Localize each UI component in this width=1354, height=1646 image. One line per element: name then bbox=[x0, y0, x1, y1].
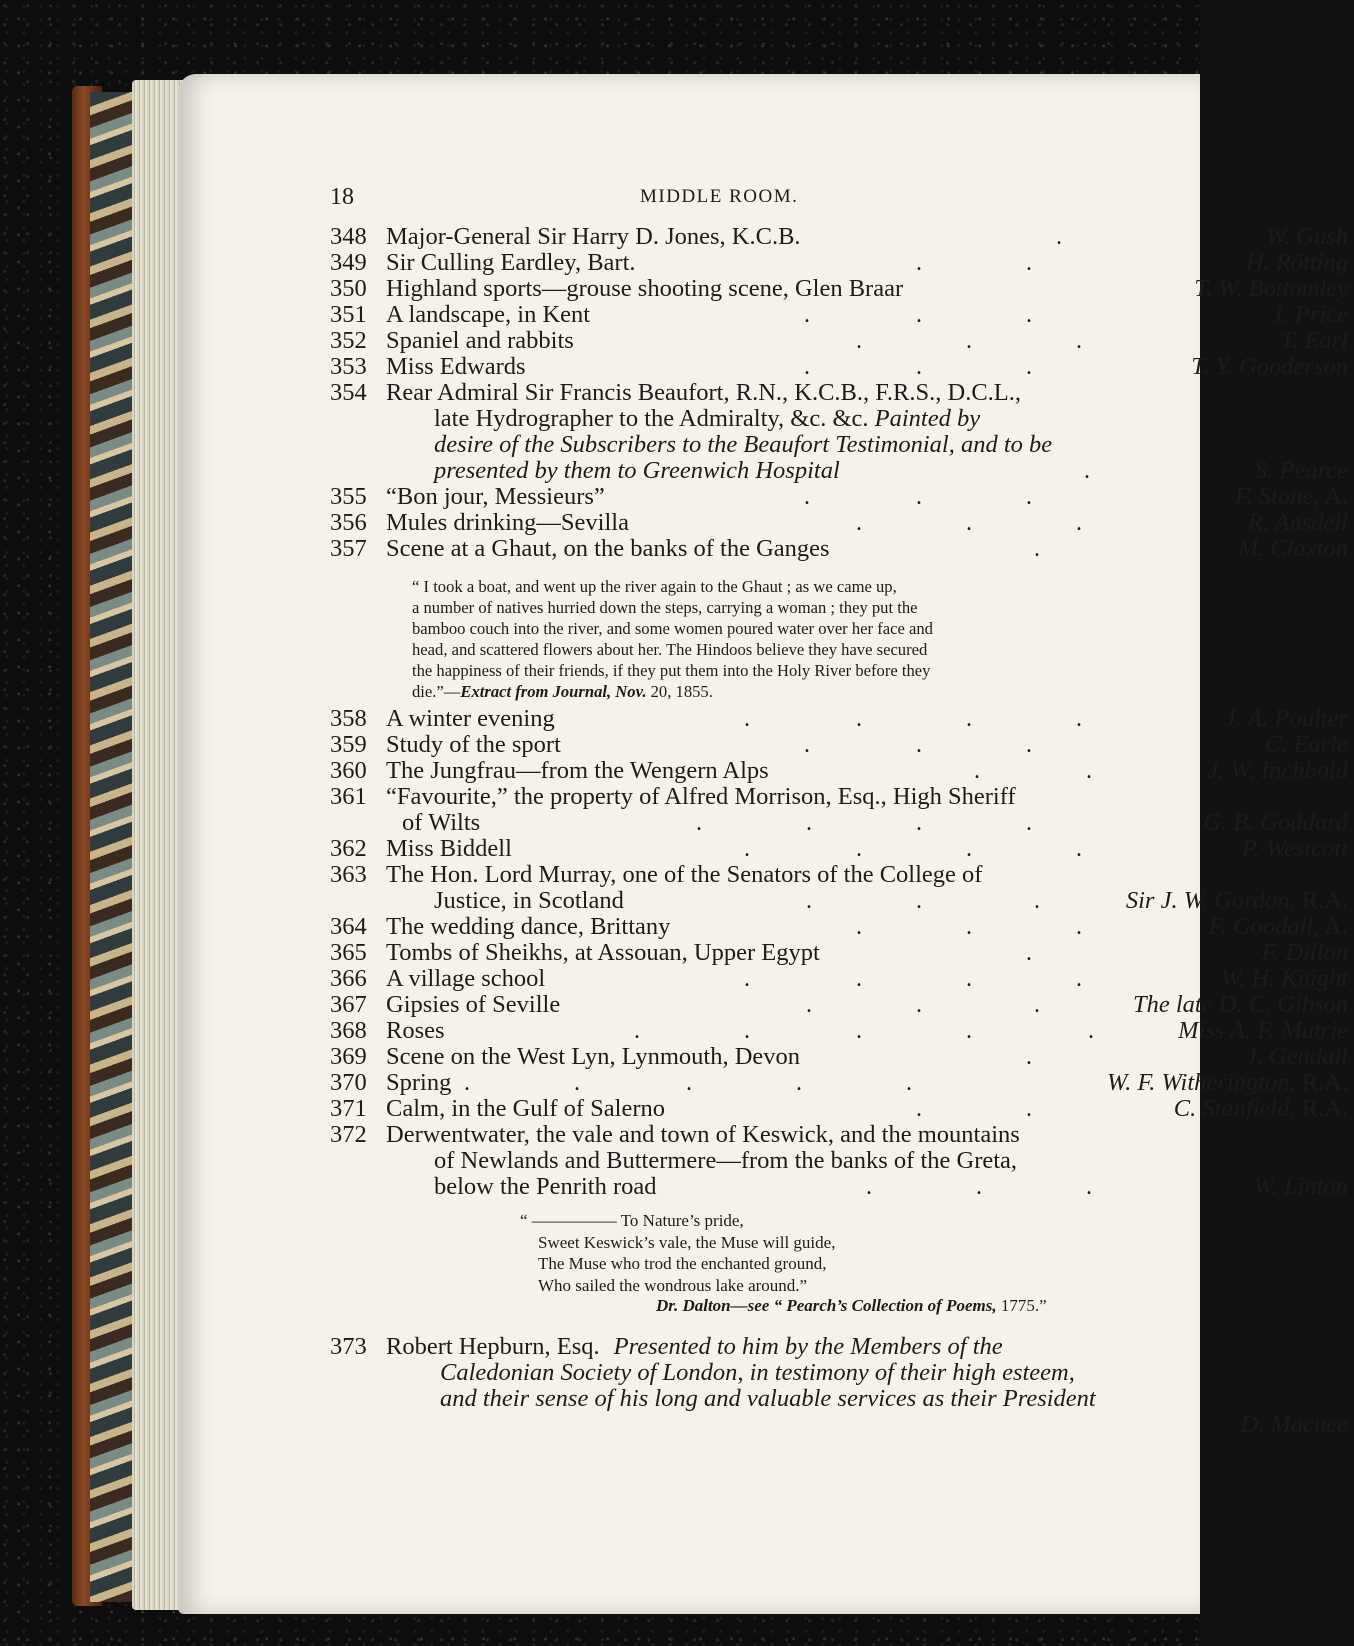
leader-dot: . bbox=[1076, 510, 1082, 536]
entry-number: 354 bbox=[330, 379, 367, 406]
leader-dot: . bbox=[856, 914, 862, 940]
page-number: 18 bbox=[330, 184, 354, 210]
entry-artist: F. Stone, A. bbox=[1234, 483, 1348, 510]
leader-dot: . bbox=[966, 706, 972, 732]
entry-artist: Sir J. W. Gordon, R.A. bbox=[1125, 887, 1348, 914]
entry-number: 355 bbox=[330, 483, 367, 510]
entry-title-line: late Hydrographer to the Admiralty, &c. &c. bbox=[434, 405, 869, 432]
entry-artist: W. F. Witherington, R.A. bbox=[1107, 1069, 1348, 1096]
entry-number: 372 bbox=[330, 1121, 367, 1148]
leader-dot: . bbox=[1076, 836, 1082, 862]
entry-title: Robert Hepburn, Esq. Presented to him by the Members of the bbox=[386, 1333, 1003, 1360]
entry-artist: C. Earle bbox=[1264, 731, 1348, 758]
leader-dot: . bbox=[966, 510, 972, 536]
leader-dot: . bbox=[1026, 1096, 1032, 1122]
entry-title: Derwentwater, the vale and town of Keswick, and the mountains bbox=[386, 1121, 1020, 1148]
leader-dot: . bbox=[1026, 354, 1032, 380]
leader-dot: . bbox=[856, 836, 862, 862]
entry-note-line: and their sense of his long and valuable services as their President bbox=[440, 1385, 1096, 1412]
leader-dot: . bbox=[1034, 536, 1040, 562]
entry-number: 368 bbox=[330, 1017, 367, 1044]
entry-number: 367 bbox=[330, 991, 367, 1018]
leader-dot: . bbox=[744, 706, 750, 732]
leader-dot: . bbox=[696, 810, 702, 836]
entry-number: 353 bbox=[330, 353, 367, 380]
leader-dot: . bbox=[1076, 328, 1082, 354]
entry-note-line: Caledonian Society of London, in testimony of their high esteem, bbox=[440, 1359, 1075, 1386]
leader-dot: . bbox=[916, 732, 922, 758]
entry-artist: W. Gush bbox=[1265, 223, 1348, 250]
leader-dot: . bbox=[634, 1018, 640, 1044]
entry-number: 363 bbox=[330, 861, 367, 888]
entry-number: 366 bbox=[330, 965, 367, 992]
entry-title: The Hon. Lord Murray, one of the Senators of the College of bbox=[386, 861, 983, 888]
leader-dot: . bbox=[1026, 1044, 1032, 1070]
entry-poem bbox=[520, 1210, 836, 1296]
leader-dot: . bbox=[966, 914, 972, 940]
leader-dot: . bbox=[796, 1070, 802, 1096]
leader-dot: . bbox=[966, 328, 972, 354]
leader-dot: . bbox=[1086, 1174, 1092, 1200]
entry-title: Highland sports—grouse shooting scene, Glen Braar bbox=[386, 275, 904, 302]
leader-dot: . bbox=[856, 966, 862, 992]
entry-title: A winter evening bbox=[386, 705, 555, 732]
leader-dot: . bbox=[1084, 458, 1090, 484]
entry-title: A village school bbox=[386, 965, 546, 992]
leader-dot: . bbox=[1088, 1018, 1094, 1044]
leader-dot: . bbox=[806, 888, 812, 914]
leader-dot: . bbox=[916, 302, 922, 328]
entry-title: The Jungfrau—from the Wengern Alps bbox=[386, 757, 769, 784]
entry-number: 364 bbox=[330, 913, 367, 940]
quote-line: head, and scattered flowers about her. The Hindoos believe they have secured bbox=[412, 640, 928, 659]
entry-note: Painted by bbox=[868, 405, 981, 432]
leader-dot: . bbox=[966, 836, 972, 862]
entry-artist: J. Gendall bbox=[1245, 1043, 1348, 1070]
entry-title: “Favourite,” the property of Alfred Morrison, Esq., High Sheriff bbox=[386, 783, 1016, 810]
leader-dot: . bbox=[1026, 940, 1032, 966]
leader-dot: . bbox=[866, 1174, 872, 1200]
page-edges bbox=[132, 80, 184, 1610]
entry-artist: R. Ansdell bbox=[1247, 509, 1348, 536]
entry-title: Tombs of Sheikhs, at Assouan, Upper Egypt bbox=[386, 939, 820, 966]
leader-dot: . bbox=[916, 250, 922, 276]
leader-dot: . bbox=[856, 328, 862, 354]
running-head bbox=[178, 184, 1200, 212]
leader-dot: . bbox=[744, 1018, 750, 1044]
leader-dot: . bbox=[916, 354, 922, 380]
leader-dot: . bbox=[804, 484, 810, 510]
leader-dot: . bbox=[856, 706, 862, 732]
entry-number: 373 bbox=[330, 1333, 367, 1360]
leader-dot: . bbox=[1086, 758, 1092, 784]
entry-number: 358 bbox=[330, 705, 367, 732]
leader-dot: . bbox=[916, 992, 922, 1018]
leader-dot: . bbox=[1076, 706, 1082, 732]
entry-artist: F. Goodall, A. bbox=[1208, 913, 1348, 940]
entry-artist: T. Earl bbox=[1280, 327, 1348, 354]
leader-dot: . bbox=[966, 1018, 972, 1044]
entry-artist: J. W. Inchbold bbox=[1207, 757, 1348, 784]
entry-artist: S. Pearce bbox=[1255, 457, 1348, 484]
quote-line: the happiness of their friends, if they put them into the Holy River before they bbox=[412, 661, 931, 680]
leader-dot: . bbox=[856, 1018, 862, 1044]
entry-artist: J. Price bbox=[1271, 301, 1348, 328]
entry-title: Major-General Sir Harry D. Jones, K.C.B. bbox=[386, 223, 801, 250]
catalogue-page bbox=[178, 74, 1348, 1614]
entry-artist: M. Claxton bbox=[1237, 535, 1348, 562]
leader-dot: . bbox=[806, 810, 812, 836]
entry-number: 359 bbox=[330, 731, 367, 758]
entry-artist: G. B. Goddard bbox=[1203, 809, 1348, 836]
leader-dot: . bbox=[1026, 810, 1032, 836]
entry-number: 350 bbox=[330, 275, 367, 302]
leader-dot: . bbox=[1026, 484, 1032, 510]
entry-title-line: of Wilts bbox=[402, 809, 481, 836]
marbled-edge bbox=[90, 92, 138, 1602]
entry-title: Rear Admiral Sir Francis Beaufort, R.N., K.C.B., F.R.S., D.C.L., bbox=[386, 379, 1022, 406]
quote-line: bamboo couch into the river, and some women poured water over her face and bbox=[412, 619, 933, 638]
poem-source: Dr. Dalton—see “ Pearch’s Collection of Poems, 1775.” bbox=[656, 1296, 1047, 1315]
entry-number: 360 bbox=[330, 757, 367, 784]
entry-number: 351 bbox=[330, 301, 367, 328]
entry-title: Study of the sport bbox=[386, 731, 561, 758]
entry-artist: D. Macnee bbox=[1240, 1411, 1348, 1438]
entry-artist: W. Linton bbox=[1253, 1173, 1348, 1200]
leader-dot: . bbox=[1076, 914, 1082, 940]
leader-dot: . bbox=[1076, 966, 1082, 992]
entry-title: Miss Edwards bbox=[386, 353, 526, 380]
leader-dot: . bbox=[916, 1096, 922, 1122]
leader-dot: . bbox=[804, 302, 810, 328]
entry-title: Roses bbox=[386, 1017, 445, 1044]
poem-line: Sweet Keswick’s vale, the Muse will guide, bbox=[538, 1232, 836, 1252]
leader-dot: . bbox=[744, 836, 750, 862]
quote-source: die.”—Extract from Journal, Nov. 20, 1855. bbox=[412, 682, 713, 701]
entry-title-line: below the Penrith road bbox=[434, 1173, 657, 1200]
entry-number: 365 bbox=[330, 939, 367, 966]
entry-note-line: desire of the Subscribers to the Beaufort Testimonial, and to be bbox=[434, 431, 1053, 458]
leader-dot: . bbox=[974, 758, 980, 784]
entry-title-line: of Newlands and Buttermere—from the banks of the Greta, bbox=[434, 1147, 1018, 1174]
leader-dot: . bbox=[906, 1070, 912, 1096]
poem-line: “ ————— To Nature’s pride, bbox=[520, 1211, 744, 1230]
entry-title: The wedding dance, Brittany bbox=[386, 913, 671, 940]
entry-artist: T. Y. Gooderson bbox=[1191, 353, 1348, 380]
entry-number: 357 bbox=[330, 535, 367, 562]
entry-number: 369 bbox=[330, 1043, 367, 1070]
poem-line: Who sailed the wondrous lake around.” bbox=[538, 1275, 808, 1295]
leader-dot: . bbox=[1026, 732, 1032, 758]
entry-title: Gipsies of Seville bbox=[386, 991, 561, 1018]
leader-dot: . bbox=[804, 732, 810, 758]
entry-artist: H. Rötting bbox=[1245, 249, 1348, 276]
entry-title: Scene at a Ghaut, on the banks of the Ganges bbox=[386, 535, 830, 562]
leader-dot: . bbox=[916, 888, 922, 914]
entry-artist: T. W. Bottomley bbox=[1194, 275, 1348, 302]
leader-dot: . bbox=[916, 810, 922, 836]
entry-title: Miss Biddell bbox=[386, 835, 512, 862]
entry-artist: F. Dillon bbox=[1261, 939, 1348, 966]
leader-dot: . bbox=[1034, 992, 1040, 1018]
entry-continuation bbox=[434, 406, 980, 432]
leader-dot: . bbox=[744, 966, 750, 992]
entry-quotation bbox=[412, 576, 1072, 702]
entry-number: 370 bbox=[330, 1069, 367, 1096]
leader-dot: . bbox=[804, 354, 810, 380]
page-title: MIDDLE ROOM. bbox=[640, 186, 799, 207]
leader-dot: . bbox=[1056, 224, 1062, 250]
entry-artist: C. Stanfield, R.A. bbox=[1173, 1095, 1348, 1122]
entry-title: Scene on the West Lyn, Lynmouth, Devon bbox=[386, 1043, 801, 1070]
entry-title: Sir Culling Eardley, Bart. bbox=[386, 249, 636, 276]
entry-number: 362 bbox=[330, 835, 367, 862]
leader-dot: . bbox=[976, 1174, 982, 1200]
entry-title: Mules drinking—Sevilla bbox=[386, 509, 629, 536]
entry-artist: P. Westcott bbox=[1241, 835, 1348, 862]
entry-number: 349 bbox=[330, 249, 367, 276]
entry-number: 348 bbox=[330, 223, 367, 250]
entry-artist: The late D. C. Gibson bbox=[1132, 991, 1348, 1018]
leader-dot: . bbox=[856, 510, 862, 536]
leader-dot: . bbox=[464, 1070, 470, 1096]
leader-dot: . bbox=[916, 484, 922, 510]
entry-number: 371 bbox=[330, 1095, 367, 1122]
leader-dot: . bbox=[806, 992, 812, 1018]
leader-dot: . bbox=[1034, 888, 1040, 914]
leader-dot: . bbox=[1026, 250, 1032, 276]
leader-dot: . bbox=[686, 1070, 692, 1096]
poem-line: The Muse who trod the enchanted ground, bbox=[538, 1254, 827, 1273]
entry-number: 352 bbox=[330, 327, 367, 354]
entry-artist: Miss A. F. Mutrie bbox=[1178, 1017, 1348, 1044]
entry-title: A landscape, in Kent bbox=[386, 301, 591, 328]
quote-line: “ I took a boat, and went up the river again to the Ghaut ; as we came up, bbox=[412, 577, 897, 596]
leader-dot: . bbox=[966, 966, 972, 992]
entry-number: 356 bbox=[330, 509, 367, 536]
entry-title: Spring bbox=[386, 1069, 452, 1096]
entry-artist: J. A. Poulter bbox=[1224, 705, 1348, 732]
leader-dot: . bbox=[574, 1070, 580, 1096]
leader-dot: . bbox=[1026, 302, 1032, 328]
entry-title-line: Justice, in Scotland bbox=[434, 887, 624, 914]
entry-title: “Bon jour, Messieurs” bbox=[386, 483, 605, 510]
entry-title: Calm, in the Gulf of Salerno bbox=[386, 1095, 665, 1122]
quote-line: a number of natives hurried down the steps, carrying a woman ; they put the bbox=[412, 598, 918, 617]
entry-number: 361 bbox=[330, 783, 367, 810]
entry-title: Spaniel and rabbits bbox=[386, 327, 574, 354]
entry-note-line: presented by them to Greenwich Hospital bbox=[434, 457, 840, 484]
entry-artist: W. H. Knight bbox=[1220, 965, 1348, 992]
